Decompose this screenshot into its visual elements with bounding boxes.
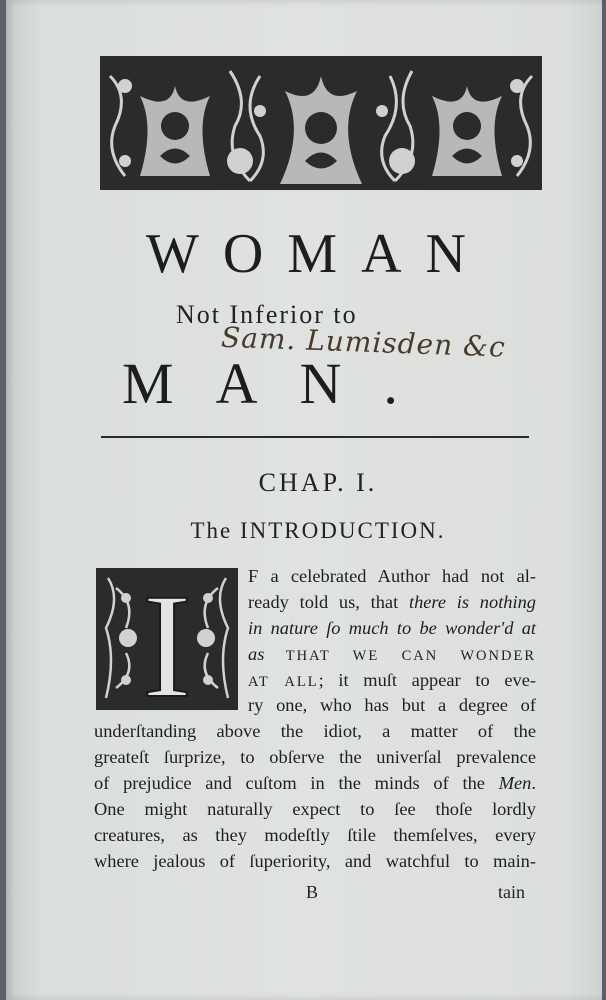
handwritten-signature: Sam. Lumisden &c (220, 320, 507, 364)
text-run: AT ALL (248, 673, 319, 690)
text-run: Men (498, 773, 532, 794)
divider-rule (101, 436, 529, 438)
text-line (94, 693, 536, 719)
text-line (94, 642, 536, 668)
text-line (94, 564, 536, 590)
book-page (6, 0, 602, 1000)
signature-mark: B (306, 882, 319, 902)
text-run: F a celebrated Author had not al- (248, 566, 536, 586)
text-run: THAT WE CAN WONDER (285, 647, 536, 664)
text-run: ready told us, that (248, 591, 409, 612)
text-line (94, 668, 536, 694)
text-run: creatures, as they modeſtly ſtile themſelves, every (94, 824, 536, 845)
title-man: MAN. (122, 351, 440, 416)
text-line (94, 797, 536, 823)
text-run: where jealous of ſuperiority, and watchful to main- (94, 850, 536, 871)
text-run: underſtanding above the idiot, a matter of the (94, 721, 536, 742)
text-line (94, 823, 536, 849)
text-line (94, 719, 536, 745)
text-line (94, 771, 536, 797)
text-line (94, 616, 536, 642)
text-line (94, 849, 536, 875)
text-run: One might naturally expect to ſee thoſe lordly (94, 799, 536, 820)
title-not-inferior-to: Not Inferior to (176, 300, 358, 329)
text-run: greateſt ſurprize, to obſerve the univerſal prevalence (94, 747, 536, 768)
ornamental-headpiece (100, 56, 542, 190)
chapter-subheading: The INTRODUCTION. (190, 518, 446, 543)
text-run: ry one, who has but a degree of (248, 695, 536, 716)
text-run: of prejudice and cuſtom in the minds of the (94, 773, 499, 794)
chapter-heading: CHAP. I. (258, 468, 378, 497)
text-line (94, 745, 536, 771)
text-run: as (248, 643, 286, 664)
text-run: in nature ſo much to be wonder'd at (248, 617, 536, 638)
text-run: ; it muſt appear to eve- (318, 669, 536, 690)
title-woman: WOMAN (146, 223, 490, 285)
body-text (94, 564, 536, 875)
drop-cap-letter: I (142, 568, 192, 710)
text-run: there is nothing (408, 591, 537, 612)
text-run: . (531, 773, 536, 794)
text-line (94, 590, 536, 616)
catchword: tain (498, 882, 525, 902)
